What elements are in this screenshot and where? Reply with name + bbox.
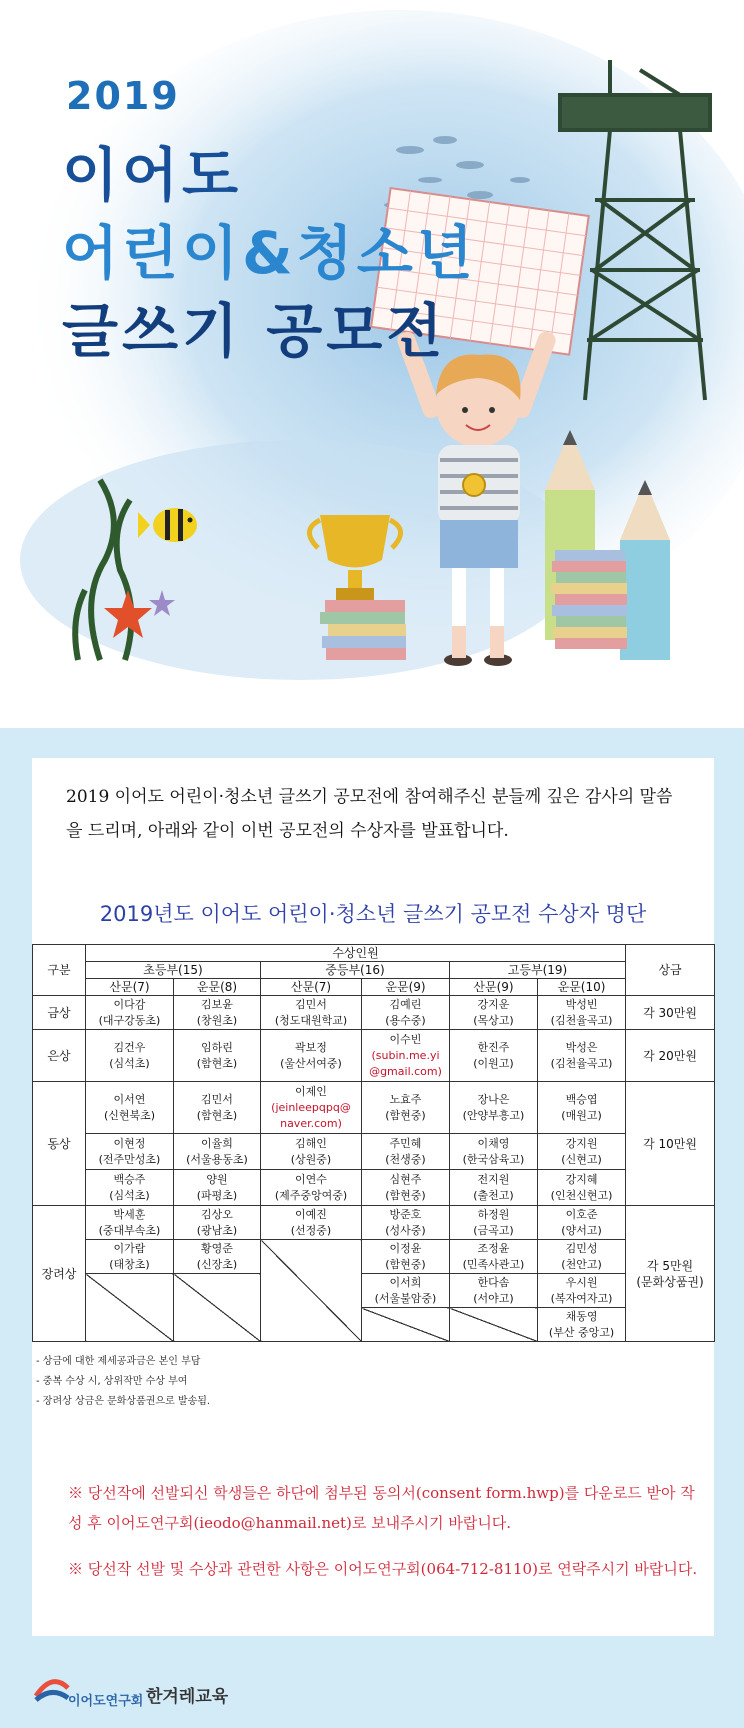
winner-school: (선정중) [290,1223,332,1237]
winner-email: @gmail.com) [369,1064,442,1078]
winner-name: 김민성 [565,1241,598,1255]
winner-cell [261,1170,362,1206]
winner-cell [261,1206,362,1240]
winner-cell [538,1274,626,1308]
winner-school: (상원중) [290,1152,332,1166]
type-verse: 운문(8) [174,979,261,996]
winner-school: (매원고) [561,1108,602,1122]
winner-cell [86,1206,174,1240]
winner-name: 이가람 [113,1241,146,1255]
winner-school: (천안고) [561,1257,602,1271]
winner-cell [450,1240,538,1274]
winner-school: (함현초) [196,1056,238,1070]
winner-school: (파평초) [196,1188,238,1202]
contact-notice: ※ 당선작 선발 및 수상과 관련한 사항은 이어도연구회(064-712-8110)로 연락주시기 바랍니다. [68,1560,698,1578]
winner-school: (함현중) [385,1108,426,1122]
winner-cell [362,1206,450,1240]
winner-cell [261,996,362,1030]
winner-cell [362,996,450,1030]
announcement-card [32,758,714,1636]
winner-cell [362,1134,450,1170]
book-stack-left [320,600,406,660]
winner-school: (인천신현고) [550,1188,613,1202]
winner-name: 채동영 [565,1309,598,1323]
winner-cell [362,1082,450,1134]
winner-school: (천생중) [385,1152,426,1166]
winner-cell [450,1274,538,1308]
book-stack-right [551,550,627,649]
winner-cell [174,1082,261,1134]
division-high: 고등부(19) [450,962,626,979]
winner-school: (서울용동초) [186,1152,248,1166]
winner-cell [174,1170,261,1206]
poster-hero [0,0,744,728]
division-elementary: 초등부(15) [86,962,261,979]
gold-label: 금상 [33,996,86,1030]
winner-name: 전지원 [477,1172,510,1186]
winner-cell [86,1134,174,1170]
winner-school: (심석초) [109,1056,150,1070]
header-category: 구분 [33,945,86,996]
winner-name: 김해인 [295,1136,327,1150]
poster-year: 2019 [66,74,180,118]
type-verse: 운문(10) [538,979,626,996]
winner-school: (광남초) [196,1223,238,1237]
winner-name: 이제인 [295,1084,327,1098]
winner-email: (subin.me.yi [371,1048,440,1062]
header-recipients: 수상인원 [86,945,626,962]
winner-school: (청도대원학교) [274,1013,348,1027]
division-middle: 중등부(16) [261,962,450,979]
bronze-label: 동상 [33,1082,86,1206]
winner-cell [86,1082,174,1134]
winner-cell [174,1134,261,1170]
hankyoreh-logo-text: 한겨레교육 [146,1687,229,1707]
announcement-section [0,728,744,1728]
winner-school: (한국삼육고) [462,1152,525,1166]
note-item: - 장려상 상금은 문화상품권으로 발송됨. [36,1396,211,1407]
winner-cell [86,1030,174,1082]
winner-school: (김천율곡고) [550,1056,613,1070]
winner-cell [362,1170,450,1206]
winners-list-title: 2019년도 이어도 어린이·청소년 글쓰기 공모전 수상자 명단 [99,902,647,926]
footer [0,1640,744,1728]
winner-name: 우시원 [565,1275,598,1289]
winner-name: 주민혜 [389,1136,422,1150]
empty-cell [86,1274,174,1342]
winner-school: (민족사관고) [462,1257,525,1271]
encourage-prize-note: (문화상품권) [636,1274,704,1289]
winner-cell [174,996,261,1030]
winner-cell [538,1170,626,1206]
winner-cell [450,1030,538,1082]
type-prose: 산문(9) [450,979,538,996]
winner-school: (성사중) [385,1223,426,1237]
empty-cell [174,1274,261,1342]
winner-name: 김민서 [201,1092,233,1106]
winner-cell [174,1030,261,1082]
winner-school: (신현북초) [103,1108,156,1122]
winner-name: 한진주 [477,1040,510,1054]
encourage-prize [626,1206,715,1342]
winner-school: (제주중앙여중) [274,1188,348,1202]
winner-school: (함현중) [385,1257,426,1271]
winner-name: 심현주 [389,1172,422,1186]
winner-name: 백승주 [113,1172,146,1186]
winner-school: (전주만성초) [98,1152,161,1166]
winner-school: (창원초) [196,1013,238,1027]
winner-name: 곽보정 [295,1040,327,1054]
poster-title-line3: 글쓰기 공모전 [62,297,447,365]
winner-name: 임하린 [201,1040,233,1054]
winner-name: 강지운 [477,997,510,1011]
winner-name: 김건우 [113,1040,146,1054]
table-notes [36,1352,210,1412]
bronze-prize: 각 10만원 [626,1082,715,1206]
winner-school: (김천율곡고) [550,1013,613,1027]
ieodo-logo-icon [32,1670,72,1710]
winner-school: (태창초) [109,1257,150,1271]
winner-email: (jeinleepqpq@ [271,1100,351,1114]
winner-school: (서야고) [473,1291,514,1305]
winner-email: naver.com) [280,1116,342,1130]
winner-school: (안양부흥고) [462,1108,525,1122]
winner-name: 이예진 [295,1207,327,1221]
winner-cell [450,1082,538,1134]
winner-name: 이연수 [295,1172,327,1186]
winner-cell [450,1134,538,1170]
winner-school: (중대부속초) [98,1223,161,1237]
note-item: - 상금에 대한 제세공과금은 본인 부담 [36,1356,201,1367]
winner-name: 방준호 [389,1207,422,1221]
winner-name: 한다솜 [477,1275,510,1289]
winner-school: (대구강동초) [98,1013,161,1027]
winner-name: 이현정 [113,1136,146,1150]
winner-name: 이호준 [565,1207,598,1221]
winner-name: 박성은 [565,1040,598,1054]
note-item: - 중복 수상 시, 상위작만 수상 부여 [36,1376,188,1387]
poster-title-line1: 이어도 [62,141,243,209]
empty-cell [261,1240,362,1342]
winner-name: 박세훈 [113,1207,146,1221]
winner-cell [538,1206,626,1240]
poster-title-line2: 어린이&청소년 [62,219,477,287]
winner-cell [538,1134,626,1170]
winner-cell [362,1240,450,1274]
winner-school: (용수중) [385,1013,426,1027]
intro-text: 2019 이어도 어린이·청소년 글쓰기 공모전에 참여해주신 분들께 깊은 감사의 말씀을 드리며, 아래와 같이 이번 공모전의 수상자를 발표합니다. [66,787,673,841]
winner-cell [261,1134,362,1170]
empty-cell [362,1308,450,1342]
winner-name: 이서연 [113,1092,146,1106]
winner-school: (서울불암중) [374,1291,437,1305]
winner-cell [450,1206,538,1240]
winner-name: 조정윤 [477,1241,510,1255]
winner-name: 장나은 [477,1092,510,1106]
winner-name: 김예린 [389,997,422,1011]
winner-cell [261,1082,362,1134]
winner-school: (함현초) [196,1108,238,1122]
winner-school: (출천고) [473,1188,514,1202]
winner-name: 이서희 [389,1275,422,1289]
winner-name: 박성빈 [565,997,598,1011]
winner-name: 김보윤 [201,997,233,1011]
encourage-label: 장려상 [33,1206,86,1342]
winner-cell [538,996,626,1030]
winner-name: 황영준 [201,1241,233,1255]
encourage-prize-amount: 각 5만원 [646,1258,694,1273]
winner-name: 강지원 [565,1136,598,1150]
type-prose: 산문(7) [261,979,362,996]
winner-school: (심석초) [109,1188,150,1202]
winner-school: (울산서여중) [280,1056,342,1070]
winner-cell [538,1240,626,1274]
winner-name: 강지혜 [565,1172,598,1186]
winner-cell [450,996,538,1030]
ieodo-logo-text: 이어도연구회 [68,1694,144,1709]
winners-table [32,944,715,1342]
winner-school: (신현고) [561,1152,602,1166]
winner-school: (부산 중앙고) [548,1325,615,1339]
winner-cell [86,996,174,1030]
winner-name: 노효주 [389,1092,422,1106]
type-prose: 산문(7) [86,979,174,996]
winner-cell [362,1274,450,1308]
winner-cell [538,1082,626,1134]
winner-cell [362,1030,450,1082]
winner-name: 양원 [206,1172,228,1186]
winner-cell [538,1030,626,1082]
winner-name: 이다감 [113,997,146,1011]
winner-cell [450,1170,538,1206]
winner-school: (복자여자고) [550,1291,613,1305]
header-prize: 상금 [626,945,715,996]
winner-name: 하정원 [477,1207,510,1221]
type-verse: 운문(9) [362,979,450,996]
winner-name: 김상오 [201,1207,233,1221]
winner-school: (양서고) [561,1223,602,1237]
winner-school: (함현중) [385,1188,426,1202]
winner-name: 이정윤 [389,1241,422,1255]
winner-cell [86,1240,174,1274]
winner-school: (금곡고) [473,1223,514,1237]
winner-name: 이율희 [201,1136,233,1150]
winner-school: (이원고) [473,1056,514,1070]
winner-school: (신장초) [196,1257,238,1271]
winner-name: 백승엽 [565,1092,598,1106]
winner-cell [174,1240,261,1274]
winner-name: 김민서 [295,997,327,1011]
winner-school: (목상고) [473,1013,514,1027]
silver-label: 은상 [33,1030,86,1082]
winner-cell [538,1308,626,1342]
empty-cell [450,1308,538,1342]
winner-cell [261,1030,362,1082]
winner-cell [86,1170,174,1206]
gold-prize: 각 30만원 [626,996,715,1030]
winner-name: 이채영 [477,1136,510,1150]
winner-name: 이수빈 [389,1032,422,1046]
consent-notice: ※ 당선작에 선발되신 학생들은 하단에 첨부된 동의서(consent form.hwp)를 다운로드 받아 작성 후 이어도연구회(ieodo@hanmail.net)로 보내주시기 바랍니다. [68,1484,695,1532]
winner-cell [174,1206,261,1240]
silver-prize: 각 20만원 [626,1030,715,1082]
